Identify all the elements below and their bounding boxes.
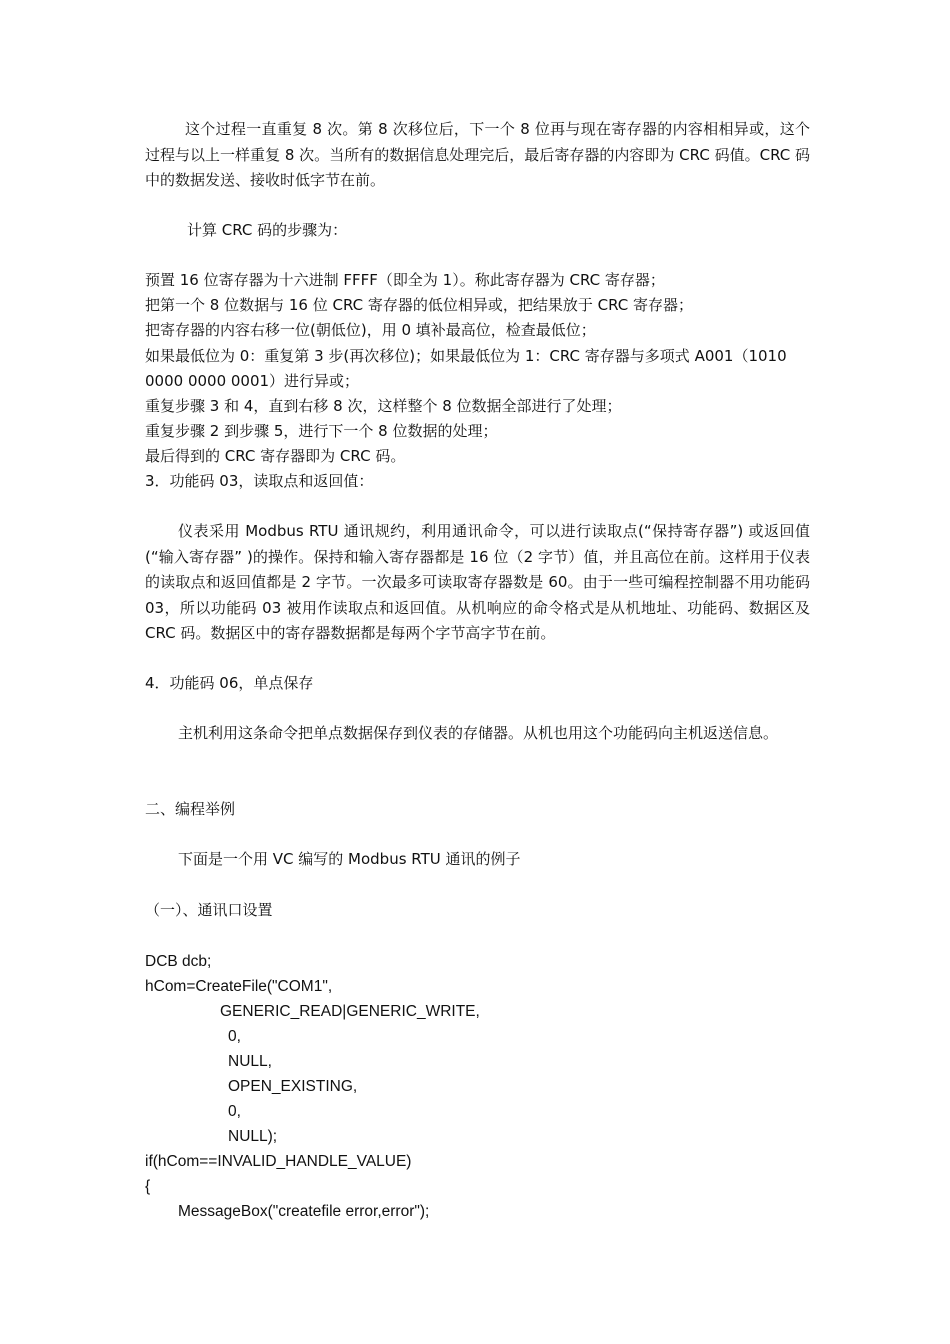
crc-step-4: 如果最低位为 0：重复第 3 步(再次移位)；如果最低位为 1：CRC 寄存器与多项式 A001（1010 <box>145 347 787 365</box>
code-line: OPEN_EXISTING, <box>228 1078 358 1095</box>
code-line: DCB dcb; <box>145 953 212 970</box>
code-line: NULL); <box>228 1128 278 1145</box>
code-line: 0, <box>228 1028 241 1045</box>
func03-heading: 3．功能码 03，读取点和返回值： <box>145 472 374 490</box>
code-line: { <box>145 1178 151 1195</box>
crc-step-4-cont: 0000 0000 0001）进行异或； <box>145 372 360 390</box>
crc-steps-title: 计算 CRC 码的步骤为： <box>187 221 348 239</box>
func06-heading: 4．功能码 06，单点保存 <box>145 674 314 692</box>
paragraph-repeat-eight: 这个过程一直重复 8 次。第 8 次移位后，下一个 8 位再与现在寄存器的内容相相异或，这个过程与以上一样重复 8 次。当所有的数据信息处理完后，最后寄存器的内容即为 CRC 码值。CRC 码中的数据发送、接收时低字节在前。 <box>145 120 810 189</box>
code-line: hCom=CreateFile("COM1", <box>145 978 333 995</box>
section2-intro: 下面是一个用 VC 编写的 Modbus RTU 通讯的例子 <box>178 850 521 868</box>
code-line: if(hCom==INVALID_HANDLE_VALUE) <box>145 1153 412 1170</box>
crc-step-5: 重复步骤 3 和 4，直到右移 8 次，这样整个 8 位数据全部进行了处理； <box>145 397 622 415</box>
crc-step-6: 重复步骤 2 到步骤 5，进行下一个 8 位数据的处理； <box>145 422 498 440</box>
code-line: 0, <box>228 1103 241 1120</box>
func06-body: 主机利用这条命令把单点数据保存到仪表的存储器。从机也用这个功能码向主机返送信息。 <box>178 724 779 742</box>
section2-heading: 二、编程举例 <box>145 800 236 818</box>
crc-step-3: 把寄存器的内容右移一位(朝低位)，用 0 填补最高位，检查最低位； <box>145 321 596 339</box>
crc-step-2: 把第一个 8 位数据与 16 位 CRC 寄存器的低位相异或，把结果放于 CRC 寄存器； <box>145 296 694 314</box>
subsection1-heading: （一）、通讯口设置 <box>145 901 273 919</box>
crc-step-1: 预置 16 位寄存器为十六进制 FFFF（即全为 1）。称此寄存器为 CRC 寄存器； <box>145 271 665 289</box>
code-line: NULL, <box>228 1053 272 1070</box>
func03-body: 仪表采用 Modbus RTU 通讯规约，利用通讯命令，可以进行读取点(“保持寄存器”) 或返回值(“输入寄存器” )的操作。保持和输入寄存器都是 16 位（2 字节）值，并且高位在前。这样用于仪表的读取点和返回值都是 2 字节。一次最多可读取寄存器数是 60。由于一些可编程控制器不用功能码 03，所以功能码 03 被用作读取点和返回值。从机响应的命令格式是从机地址、功能码、数据区及 CRC 码。数据区中的寄存器数据都是每两个字节高字节在前。 <box>145 522 810 642</box>
crc-step-7: 最后得到的 CRC 寄存器即为 CRC 码。 <box>145 447 406 465</box>
code-line: MessageBox("createfile error,error"); <box>178 1203 430 1220</box>
code-line: GENERIC_READ|GENERIC_WRITE, <box>220 1003 480 1020</box>
